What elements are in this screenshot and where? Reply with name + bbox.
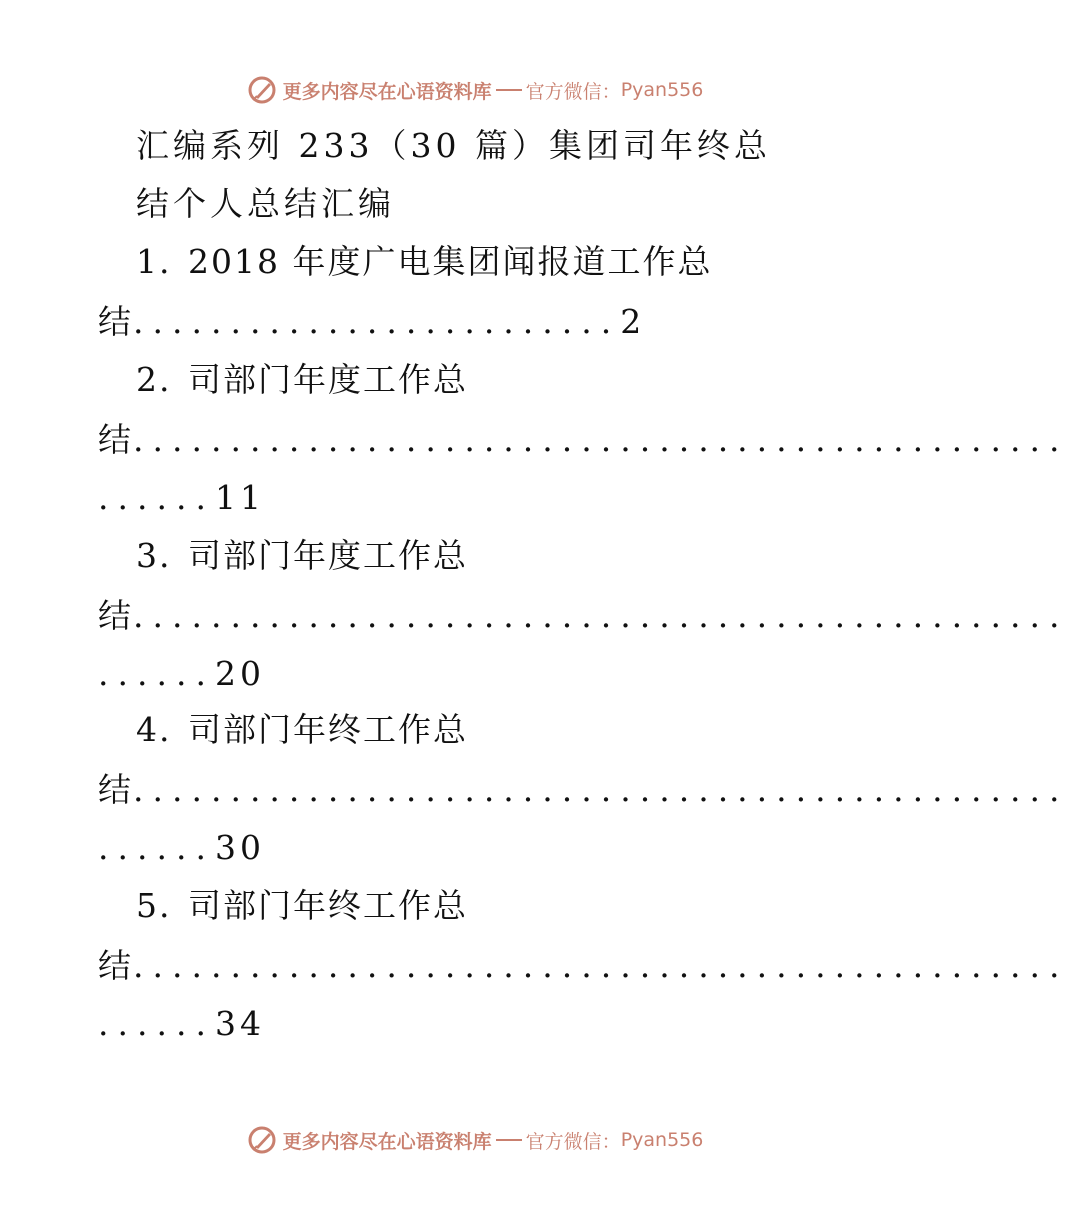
toc-page-number: 20 (214, 654, 265, 693)
quill-pen-logo-icon (247, 1125, 277, 1155)
toc-page-number: 30 (214, 828, 265, 867)
toc-item-5-tail[interactable] (98, 946, 1069, 986)
toc-item-number: 4. (136, 710, 172, 749)
toc-item-3-page-line[interactable] (98, 654, 848, 694)
toc-item-2-tail[interactable] (98, 420, 1069, 460)
banner-slogan: 更多内容尽在心语资料库 (282, 1130, 492, 1153)
toc-leader-dots: ................................................ (133, 770, 1069, 809)
toc-leader-dots: ................................................ (133, 420, 1069, 459)
toc-item-number: 1. (136, 242, 172, 281)
toc-item-1-tail[interactable] (98, 302, 848, 342)
toc-item-title: 司部门年终工作总 (188, 886, 468, 925)
header-watermark-banner (0, 70, 950, 110)
toc-leader-dots: ...... (98, 478, 215, 517)
banner-slogan: 更多内容尽在心语资料库 (282, 80, 492, 103)
footer-watermark-banner (0, 1120, 950, 1160)
toc-leader-dots: ...... (98, 654, 215, 693)
banner-wechat-label: 官方微信： (525, 80, 621, 103)
toc-item-5-page-line[interactable] (98, 1004, 848, 1044)
toc-leader-dots: ...... (98, 828, 215, 867)
toc-item-1-head[interactable] (136, 242, 712, 282)
banner-dash (496, 1139, 522, 1141)
toc-item-4-head[interactable] (136, 710, 468, 750)
toc-item-title-end: 结 (98, 302, 133, 341)
toc-page-number: 2 (620, 302, 646, 341)
toc-page-number: 11 (214, 478, 265, 517)
toc-item-number: 5. (136, 886, 172, 925)
toc-item-2-head[interactable] (136, 360, 468, 400)
toc-item-4-page-line[interactable] (98, 828, 848, 868)
toc-item-2-page-line[interactable] (98, 478, 848, 518)
toc-item-title: 2018 年度广电集团闻报道工作总 (188, 242, 713, 281)
toc-item-number: 2. (136, 360, 172, 399)
quill-pen-logo-icon (247, 75, 277, 105)
toc-item-title-end: 结 (98, 770, 133, 809)
toc-leader-dots: ................................................ (133, 946, 1069, 985)
banner-wechat-label: 官方微信： (525, 1130, 621, 1153)
toc-item-4-tail[interactable] (98, 770, 1069, 810)
toc-item-title: 司部门年终工作总 (188, 710, 468, 749)
banner-dash (496, 89, 522, 91)
toc-leader-dots: ................................................ (133, 596, 1069, 635)
toc-item-title: 司部门年度工作总 (188, 536, 468, 575)
toc-item-title-end: 结 (98, 596, 133, 635)
banner-wechat-id: Pyan556 (620, 1129, 704, 1151)
toc-leader-dots: ...... (98, 1004, 215, 1043)
banner-wechat-id: Pyan556 (620, 79, 704, 101)
toc-item-title-end: 结 (98, 946, 133, 985)
toc-item-title: 司部门年度工作总 (188, 360, 468, 399)
toc-page-number: 34 (214, 1004, 265, 1043)
toc-item-5-head[interactable] (136, 886, 468, 926)
toc-leader-dots: ......................... (133, 302, 621, 341)
toc-item-title-end: 结 (98, 420, 133, 459)
document-title-line-2: 结个人总结汇编 (136, 184, 395, 223)
document-title-line-1: 汇编系列 233（30 篇）集团司年终总 (136, 126, 771, 165)
toc-item-3-head[interactable] (136, 536, 468, 576)
toc-item-number: 3. (136, 536, 172, 575)
toc-item-3-tail[interactable] (98, 596, 1069, 636)
